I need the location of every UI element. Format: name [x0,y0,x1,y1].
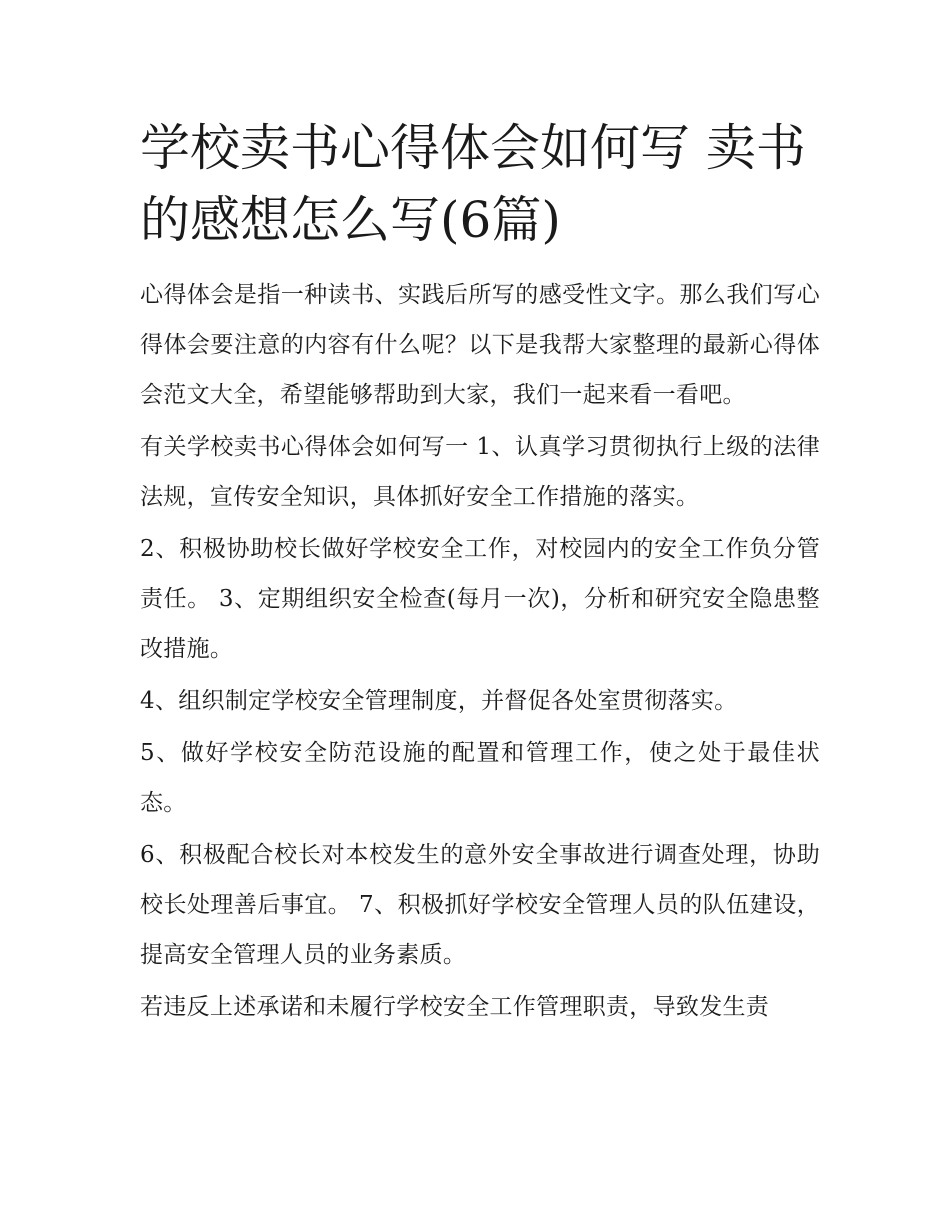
document-title: 学校卖书心得体会如何写 卖书的感想怎么写(6篇) [140,119,806,249]
paragraph-item-5: 5、做好学校安全防范设施的配置和管理工作，使之处于最佳状态。 [140,740,820,816]
paragraph-intro: 心得体会是指一种读书、实践后所写的感受性文字。那么我们写心得体会要注意的内容有什么呢？以下是我帮大家整理的最新心得体会范文大全，希望能够帮助到大家，我们一起来看一看吧。 [140,282,820,408]
paragraph-item-4: 4、组织制定学校安全管理制度，并督促各处室贯彻落实。 [140,688,738,714]
paragraph-item-1: 有关学校卖书心得体会如何写一 1、认真学习贯彻执行上级的法律法规，宣传安全知识，具体抓好安全工作措施的落实。 [140,434,820,510]
paragraph-item-2-3: 2、积极协助校长做好学校安全工作，对校园内的安全工作负分管责任。 3、定期组织安全检查(每月一次)，分析和研究安全隐患整改措施。 [140,536,820,662]
paragraph-item-6-7: 6、积极配合校长对本校发生的意外安全事故进行调查处理，协助校长处理善后事宜。 7、积极抓好学校安全管理人员的队伍建设，提高安全管理人员的业务素质。 [140,842,820,968]
paragraph-violation: 若违反上述承诺和未履行学校安全工作管理职责，导致发生责 [140,994,770,1020]
document-body [140,112,820,1034]
